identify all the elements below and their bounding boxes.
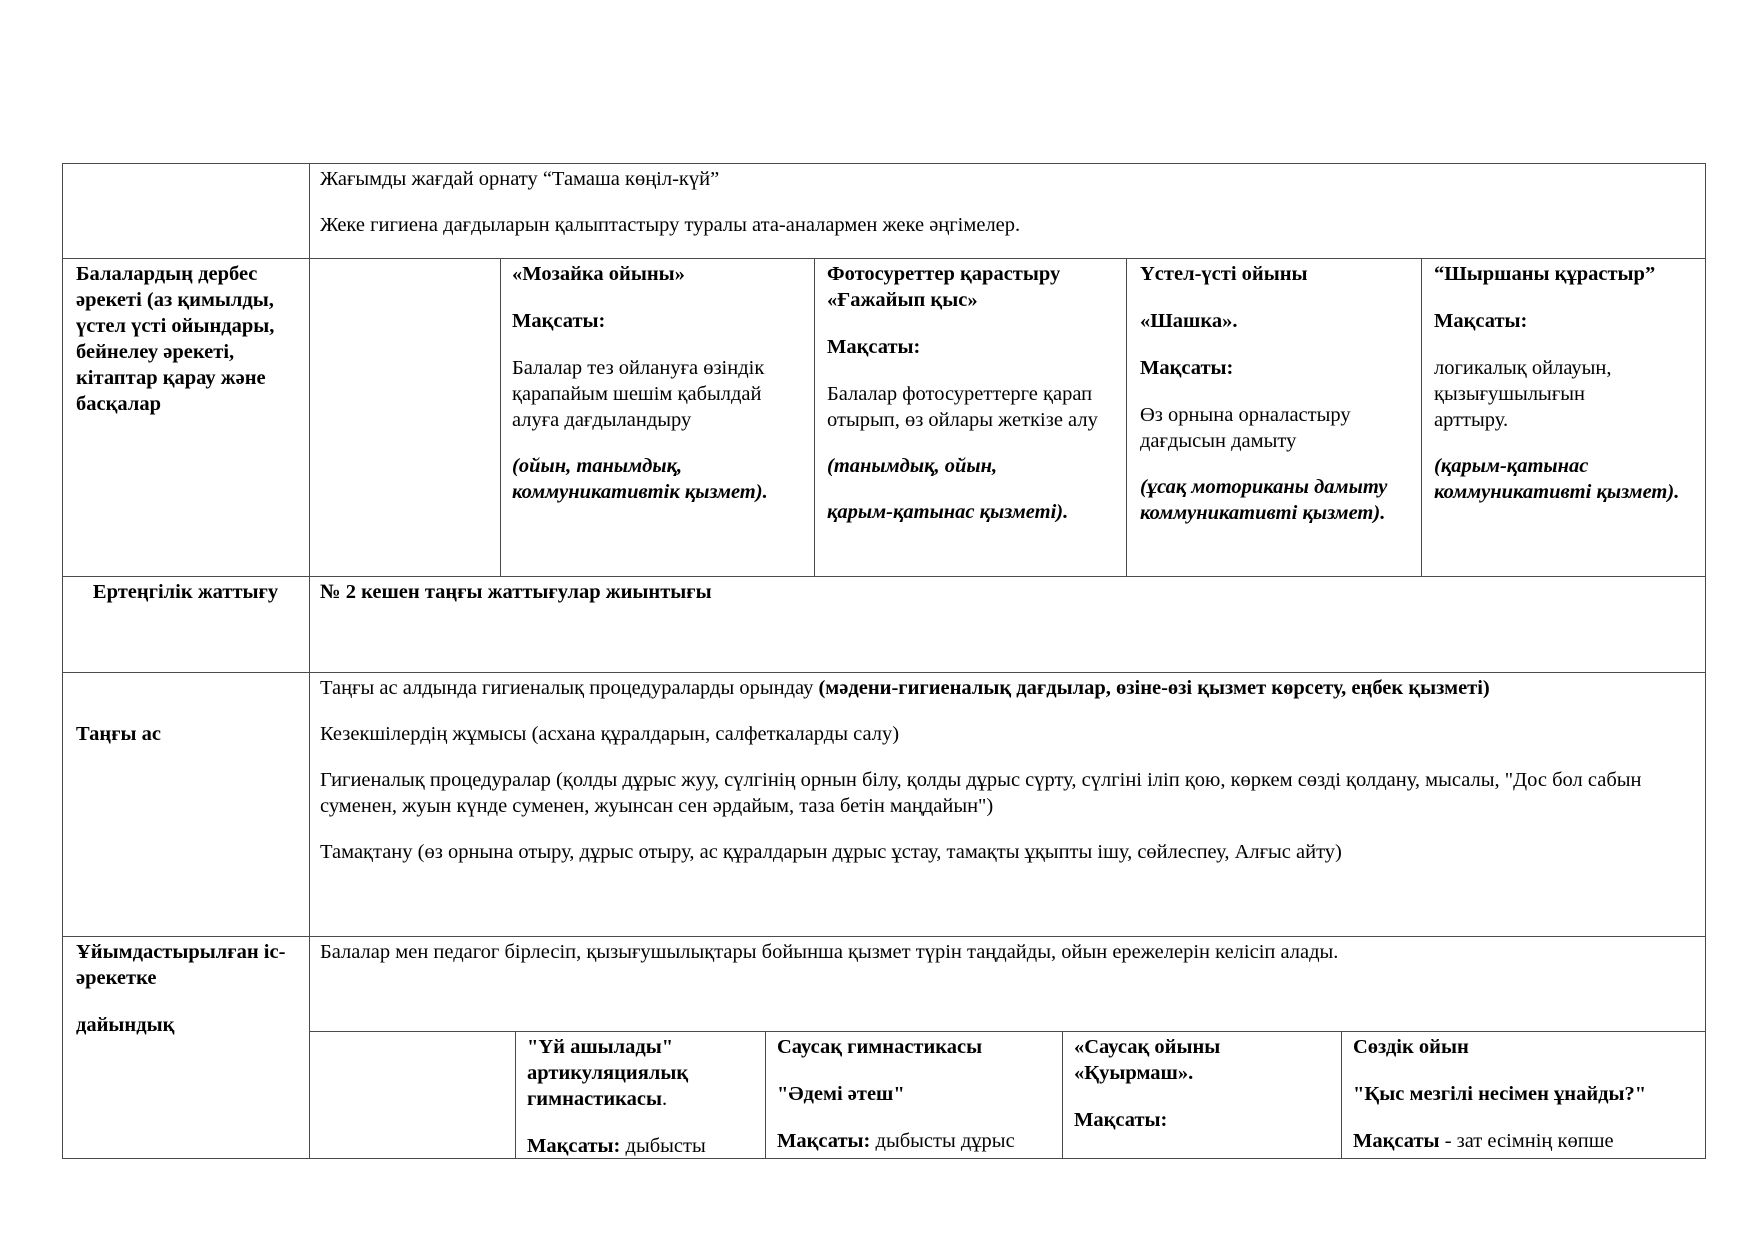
fir-tree-activity: (қарым-қатынас коммуникативті қызмет).: [1434, 455, 1680, 503]
row4-label: Таңғы ас: [76, 723, 162, 745]
checkers-activity: (ұсақ моториканы дамыту коммуникативті қызмет).: [1140, 476, 1388, 524]
row2-checkers: [1140, 261, 1412, 526]
finger-gym-goal: дыбысты дұрыс: [870, 1130, 1015, 1152]
row6-articulation: [527, 1034, 757, 1159]
articulation-title-tail: .: [661, 1088, 668, 1110]
fir-tree-goal: логикалық ойлауын, қызығушылығын арттыру.: [1434, 357, 1612, 431]
fir-tree-goal-label: Мақсаты:: [1434, 310, 1528, 332]
row3-content: № 2 кешен таңғы жаттығулар жиынтығы: [320, 581, 712, 603]
row1-line2: Жеке гигиена дағдыларын қалыптастыру туралы ата-аналармен жеке әңгімелер.: [320, 214, 1021, 236]
row6-finger-game: [1074, 1034, 1324, 1133]
articulation-goal: дыбысты: [620, 1135, 706, 1157]
checkers-goal: Өз орнына орналастыру дағдысын дамыту: [1140, 404, 1351, 452]
row4-p3: Гигиеналық процедуралар (қолды дұрыс жуу, сүлгінің орнын білу, қолды дұрыс сүрту, сүлгіні іліп қою, көркем сөзді қолдану, мысалы, "Дос бол сабын суменен, жуын күнде суменен, жуынсан сен әрдайым, таза бетін маңдайын"): [320, 769, 1642, 817]
word-game-title: Сөздік ойын: [1353, 1036, 1469, 1058]
row4-p1-bold: (мәдени-гигиеналық дағдылар, өзіне-өзі қызмет көрсету, еңбек қызметі): [818, 677, 1490, 699]
mosaic-activity: (ойын, танымдық, коммуникативтік қызмет).: [512, 455, 768, 503]
finger-gym-goal-label: Мақсаты:: [777, 1130, 871, 1152]
row5-content: Балалар мен педагог бірлесіп, қызығушылықтары бойынша қызмет түрін таңдайды, ойын ережелерін келісіп алады.: [320, 941, 1339, 963]
row5-label-line2: дайындық: [76, 1014, 175, 1036]
checkers-title: Үстел-үсті ойыны: [1140, 263, 1308, 285]
word-game-goal: - зат есімнің көпше: [1439, 1130, 1614, 1152]
photos-activity-2: қарым-қатынас қызметі).: [827, 501, 1069, 523]
row6-finger-gym: [777, 1034, 1057, 1154]
articulation-title: "Үй ашылады" артикуляциялық гимнастикасы: [527, 1036, 689, 1110]
finger-game-title: «Саусақ ойыны «Қуырмаш».: [1074, 1036, 1221, 1084]
row3-label: Ертеңгілік жаттығу: [92, 581, 279, 603]
finger-gym-title: Саусақ гимнастикасы: [777, 1036, 983, 1058]
finger-game-goal-label: Мақсаты:: [1074, 1109, 1168, 1131]
row1-content: [320, 166, 1695, 238]
checkers-game: «Шашка».: [1140, 310, 1238, 332]
articulation-goal-label: Мақсаты:: [527, 1135, 621, 1157]
row2-photos: [827, 261, 1119, 525]
row4-content: [320, 675, 1698, 865]
word-game-name: "Қыс мезгілі несімен ұнайды?": [1353, 1083, 1647, 1105]
photos-goal-label: Мақсаты:: [827, 336, 921, 358]
row1-line1: Жағымды жағдай орнату “Тамаша көңіл-күй”: [320, 168, 720, 190]
checkers-goal-label: Мақсаты:: [1140, 357, 1234, 379]
photos-title: Фотосуреттер қарастыру «Ғажайып қыс»: [827, 263, 1061, 311]
mosaic-goal-label: Мақсаты:: [512, 310, 606, 332]
fir-tree-title: “Шыршаны құрастыр”: [1434, 263, 1656, 285]
row4-p1-normal: Таңғы ас алдында гигиеналық процедураларды орындау: [320, 677, 819, 699]
row4-p4: Тамақтану (өз орнына отыру, дұрыс отыру, ас құралдарын дұрыс ұстау, тамақты ұқыпты ішу, сөйлеспеу, Алғыс айту): [320, 841, 1342, 863]
row2-mosaic-game: [512, 261, 802, 505]
finger-gym-name: "Әдемі әтеш": [777, 1083, 905, 1105]
row6-word-game: [1353, 1034, 1703, 1154]
row4-p2: Кезекшілердің жұмысы (асхана құралдарын, салфеткаларды салу): [320, 723, 900, 745]
row5-label: [76, 939, 304, 1038]
mosaic-goal: Балалар тез ойлануға өзіндік қарапайым шешім қабылдай алуға дағдыландыру: [512, 357, 765, 431]
photos-activity-1: (танымдық, ойын,: [827, 455, 998, 477]
row2-fir-tree: [1434, 261, 1702, 505]
mosaic-title: «Мозайка ойыны»: [512, 263, 685, 285]
word-game-goal-label: Мақсаты: [1353, 1130, 1440, 1152]
row2-label: Балалардың дербес әрекеті (аз қимылды, үстел үсті ойындары, бейнелеу әрекеті, кітаптар қарау және басқалар: [76, 263, 275, 415]
photos-goal: Балалар фотосуреттерге қарап отырып, өз ойлары жеткізе алу: [827, 383, 1098, 431]
row5-label-line1: Ұйымдастырылған іс-әрекетке: [76, 941, 286, 989]
row4-p1: [320, 675, 1698, 701]
